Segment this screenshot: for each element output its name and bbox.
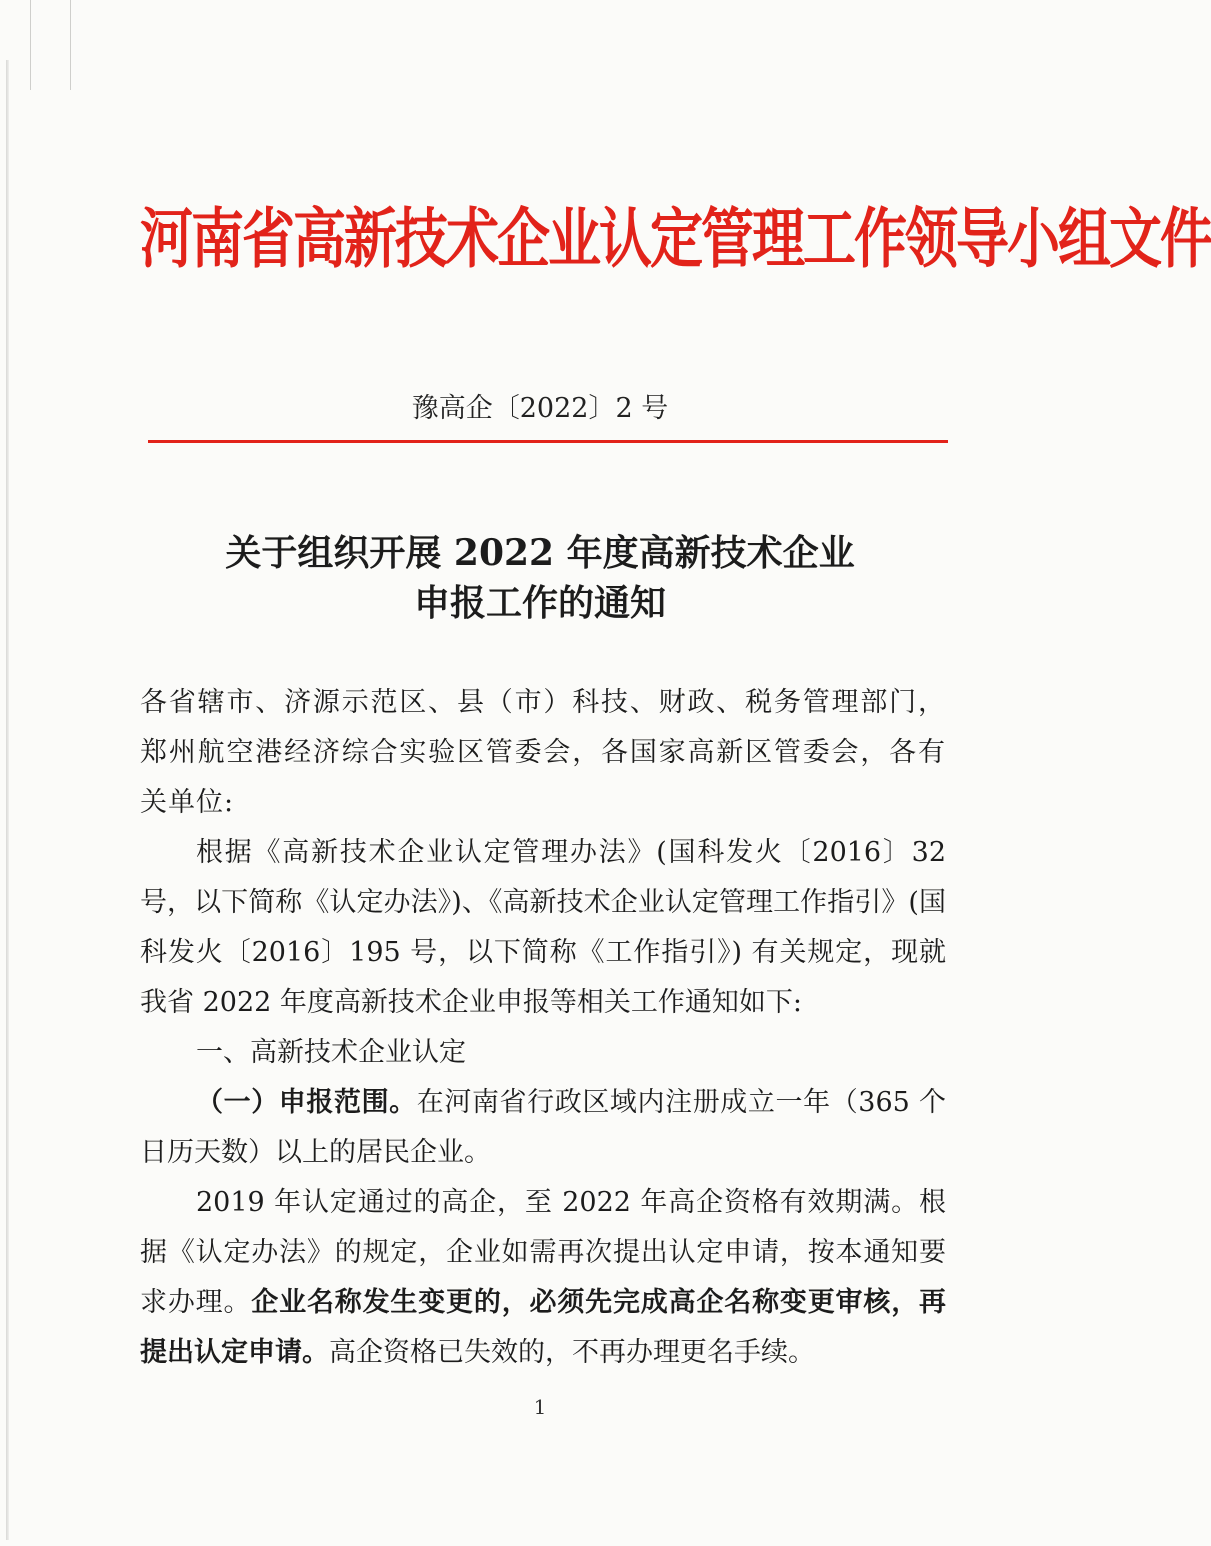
- notice-title-line-2: 申报工作的通知: [413, 582, 666, 624]
- scan-artifact-line: [30, 0, 31, 90]
- section-heading: 一、高新技术企业认定: [196, 1037, 466, 1068]
- scan-edge-shadow: [6, 60, 9, 1540]
- notice-title-line-1: 关于组织开展 2022 年度高新技术企业: [225, 532, 855, 574]
- subsection-heading: （一）申报范围。: [196, 1087, 417, 1118]
- document-body: [140, 678, 946, 1378]
- renewal-tail-text: 高企资格已失效的，不再办理更名手续。: [329, 1337, 815, 1368]
- subsection-paragraph: [140, 1078, 946, 1178]
- subsection-text: 在河南省行政区域内注册成立一年（365 个日历天数）以上的居民企业。: [140, 1087, 946, 1168]
- notice-title: [0, 528, 1080, 628]
- scan-artifact-line: [70, 0, 71, 90]
- issuer-header-title: 河南省高新技术企业认定管理工作领导小组文件: [140, 202, 1211, 278]
- document-number: 豫高企〔2022〕2 号: [411, 393, 669, 424]
- addressee-paragraph: 各省辖市、济源示范区、县（市）科技、财政、税务管理部门，郑州航空港经济综合实验区管委会，各国家高新区管委会，各有关单位:: [140, 687, 946, 818]
- red-divider-line: [148, 440, 948, 443]
- renewal-paragraph: [140, 1178, 946, 1378]
- intro-paragraph: 根据《高新技术企业认定管理办法》(国科发火〔2016〕32 号，以下简称《认定办法》)、《高新技术企业认定管理工作指引》(国科发火〔2016〕195 号，以下简称《工作指引》) 有关规定，现就我省 2022 年度高新技术企业申报等相关工作通知如下:: [140, 837, 946, 1018]
- renewal-text: 2019 年认定通过的高企，至 2022 年高企资格有效期满。根据《认定办法》的规定，企业如需再次提出认定申请，按本通知要求办理。: [140, 1187, 946, 1318]
- renewal-bold-text: 企业名称发生变更的，必须先完成高企名称变更审核，再提出认定申请。: [140, 1287, 947, 1368]
- page-number: 1: [533, 1395, 547, 1419]
